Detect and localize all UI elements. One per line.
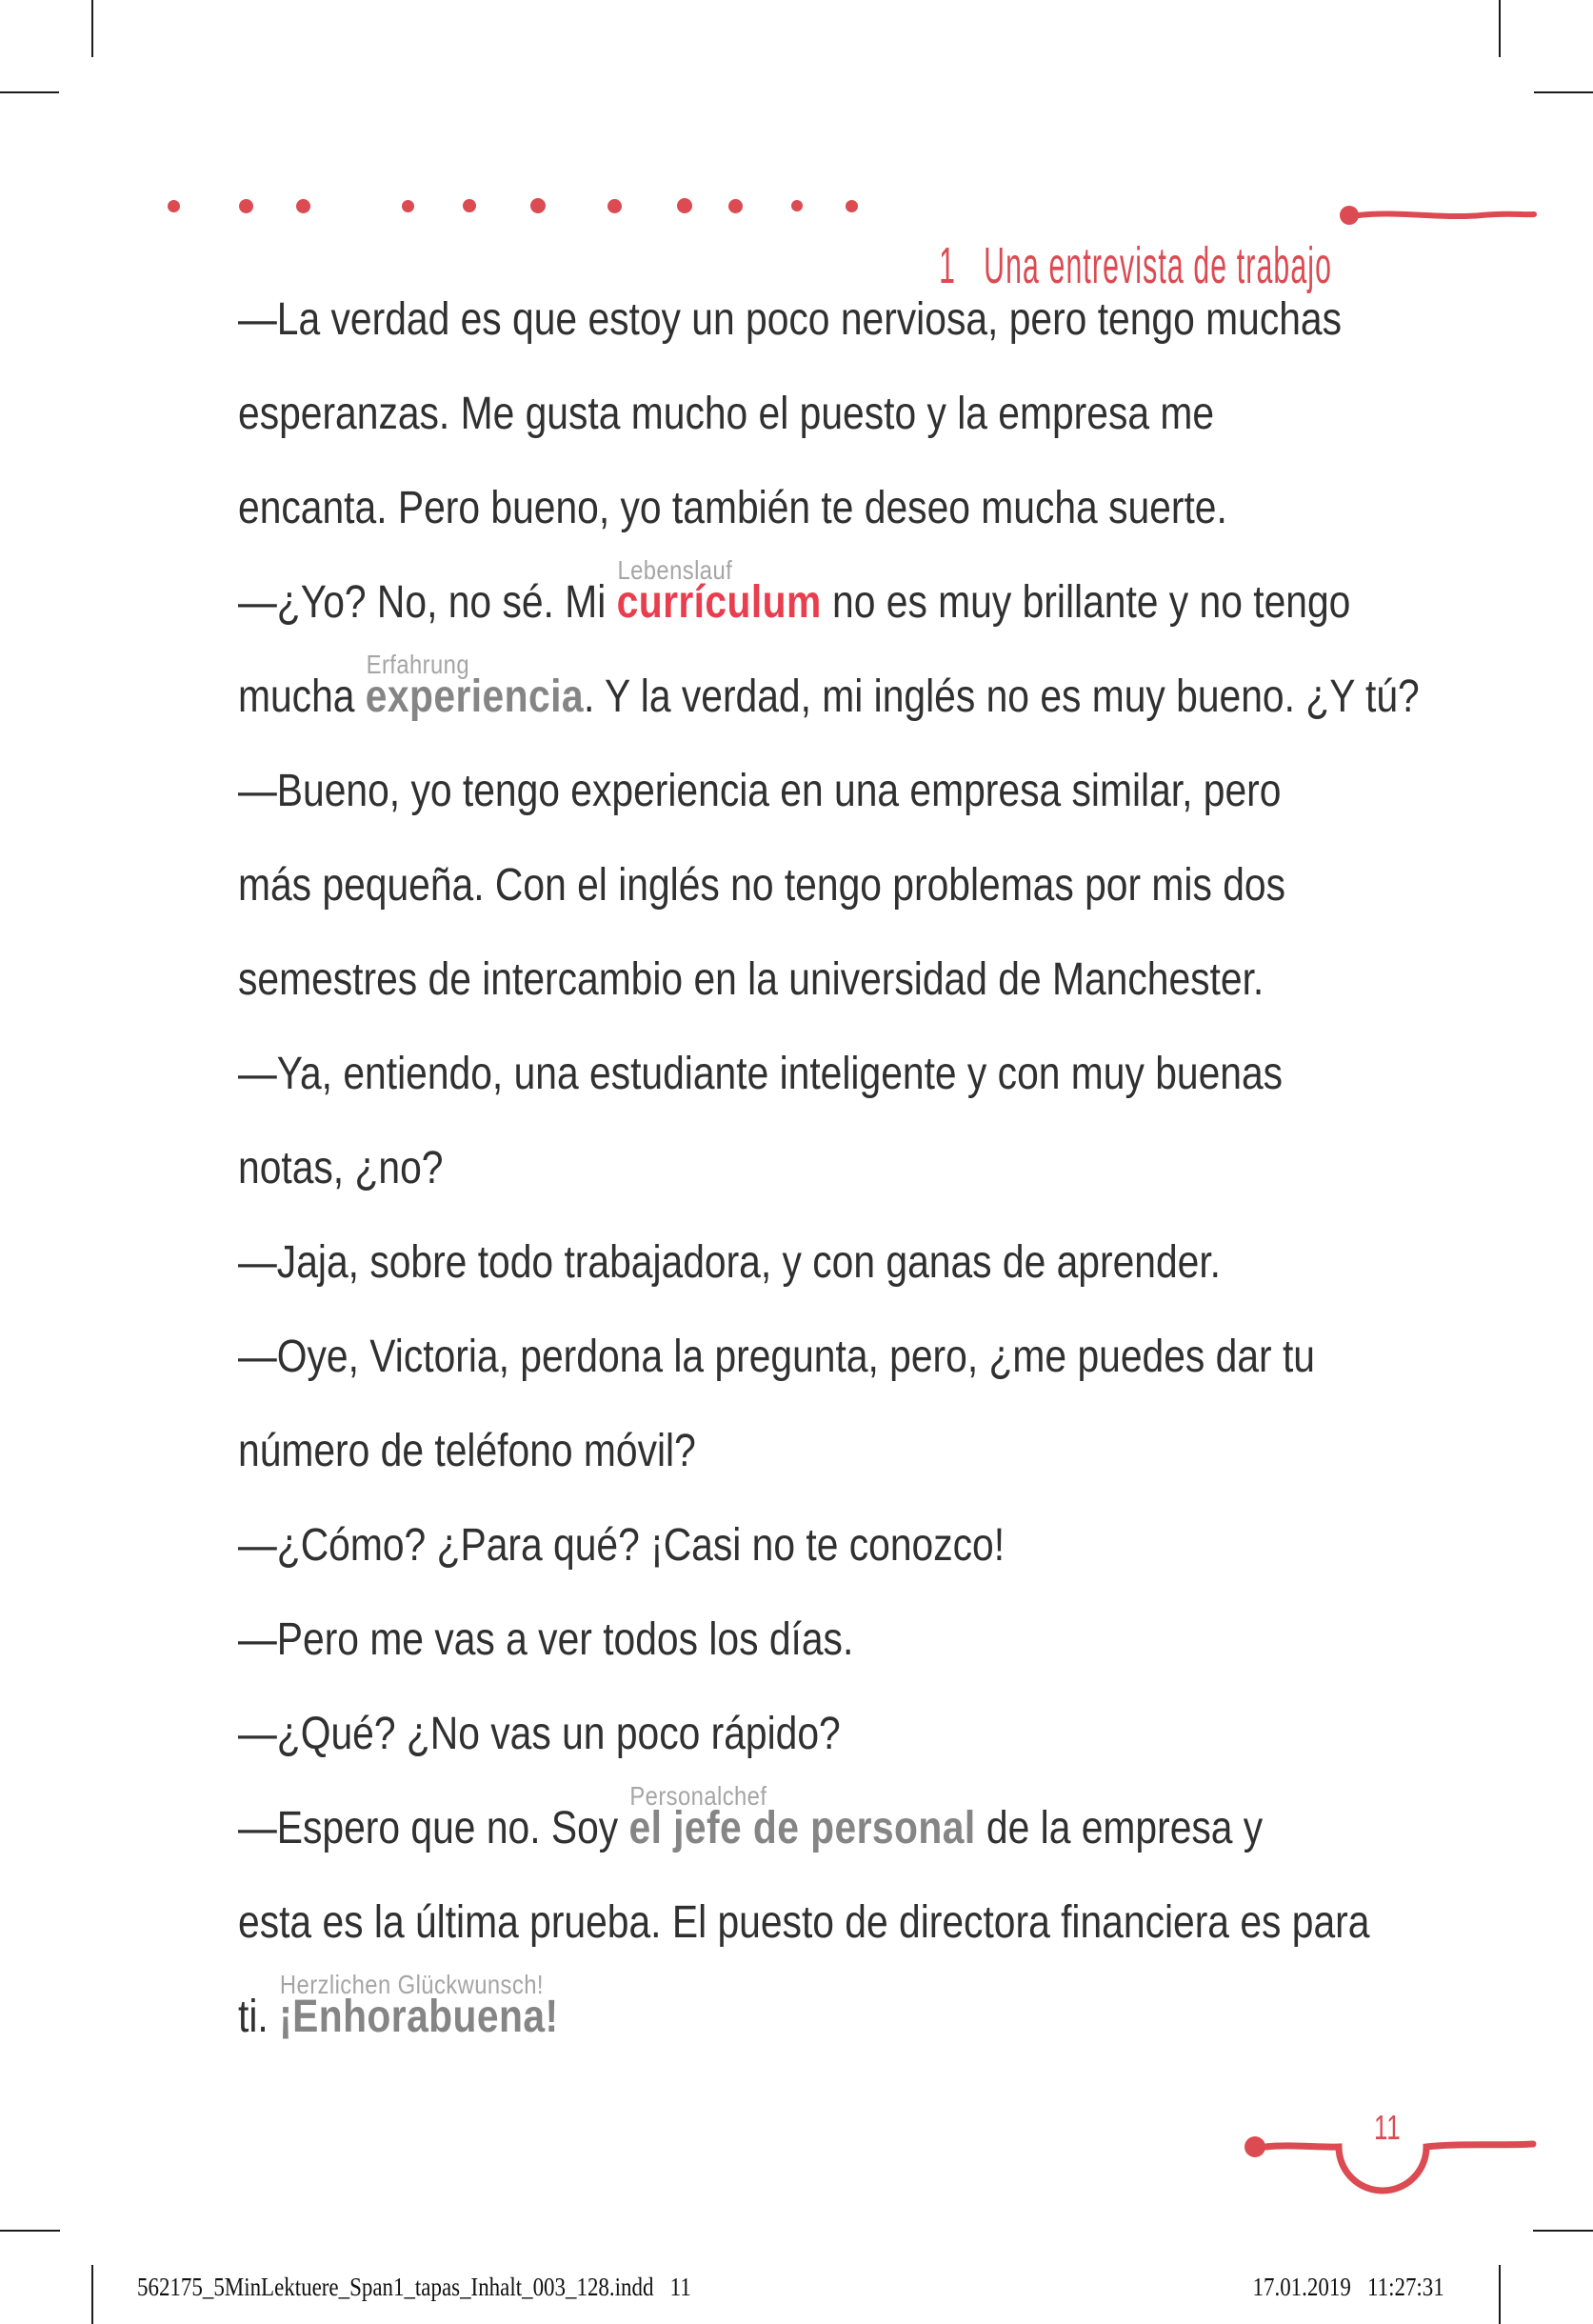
header-line-stroke [1359,213,1534,216]
text-line [238,650,1501,744]
text-line [238,1404,1501,1498]
text-line [238,1875,1501,1970]
header-dot [846,200,858,212]
text-segment: —Pero me vas a ver todos los días. [238,1614,854,1665]
text-segment: —Espero que no. Soy [238,1803,629,1853]
crop-mark [1534,91,1593,93]
dialogue-block [238,272,1593,2064]
text-line [238,367,1501,461]
crop-mark [1499,2265,1501,2324]
header-dot [239,199,253,213]
crop-mark [1499,0,1501,57]
imprint-datetime: 17.01.2019 11:27:31 [1252,2273,1444,2301]
text-segment: no es muy brillante y no tengo [821,577,1351,628]
text-line [238,1593,1501,1687]
text-segment: —Bueno, yo tengo experiencia en una empresa similar, pero [238,766,1282,816]
text-segment: —Jaja, sobre todo trabajadora, y con ganas de aprender. [238,1237,1222,1288]
text-line [238,461,1501,555]
text-line [238,1970,1501,2064]
header-dot [728,199,743,213]
text-segment: —Ya, entiendo, una estudiante inteligente y con muy buenas [238,1049,1284,1099]
text-line [238,838,1501,932]
crop-mark [91,2265,93,2324]
header-dot [607,199,622,213]
header-dot [530,198,546,213]
text-line [238,1215,1501,1310]
text-line [238,932,1501,1027]
text-line [238,1687,1501,1781]
crop-mark [0,91,59,93]
header-dot [791,200,803,211]
text-segment: encanta. Pero bueno, yo también te deseo mucha suerte. [238,483,1227,533]
chapter-title-text: Una entrevista de trabajo [984,237,1333,294]
chapter-number: 1 [939,237,957,294]
text-segment: ti. [238,1992,280,2042]
text-segment: . Y la verdad, mi inglés no es muy bueno. ¿Y tú? [584,671,1420,722]
text-segment: notas, ¿no? [238,1143,444,1193]
header-decorative-line [1333,195,1593,238]
header-dot [463,199,476,212]
text-segment: semestres de intercambio en la universidad de Manchester. [238,954,1264,1005]
text-segment: más pequeña. Con el inglés no tengo problemas por mis dos [238,860,1285,911]
text-line [238,1781,1501,1875]
vocab-annotation: Lebenslauf [617,555,733,585]
text-line [238,1498,1501,1593]
text-line [238,272,1501,367]
text-segment: —¿Cómo? ¿Para qué? ¡Casi no te conozco! [238,1520,1006,1571]
vocab-annotation: Herzlichen Glückwunsch! [279,1970,544,1999]
vocab-word: Herzlichen Glückwunsch! ¡Enhorabuena! [279,1970,559,2042]
text-segment: esta es la última prueba. El puesto de directora financiera es para [238,1897,1370,1948]
header-dot [168,200,180,212]
text-line [238,555,1501,650]
header-dot [296,199,310,213]
imprint-filename: 562175_5MinLektuere_Span1_tapas_Inhalt_003_128.indd 11 [137,2273,691,2301]
text-segment: esperanzas. Me gusta mucho el puesto y la empresa me [238,389,1215,439]
text-segment: de la empresa y [975,1803,1264,1853]
page-number-line-stroke [1265,2144,1533,2191]
text-segment: mucha [238,671,366,722]
text-segment: —¿Qué? ¿No vas un poco rápido? [238,1709,841,1759]
vocab-annotation: Erfahrung [366,650,469,679]
vocab-word: Personalchef el jefe de personal [628,1781,976,1853]
text-line [238,1121,1501,1215]
header-dot [677,198,692,213]
crop-mark [91,0,93,57]
crop-mark [0,2230,60,2232]
page-number: 11 [1374,2108,1402,2147]
vocab-word: Lebenslauf currículum [616,555,822,628]
vocab-word: Erfahrung experiencia [365,650,585,722]
vocab-annotation: Personalchef [629,1781,767,1811]
text-segment: —Oye, Victoria, perdona la pregunta, pero, ¿me puedes dar tu [238,1332,1315,1382]
text-line [238,1027,1501,1121]
text-segment: número de teléfono móvil? [238,1426,696,1476]
text-segment: —La verdad es que estoy un poco nerviosa, pero tengo muchas [238,294,1343,345]
header-dot [402,200,414,212]
text-line [238,744,1501,838]
crop-mark [1533,2230,1593,2232]
text-line [238,1310,1501,1404]
text-segment: —¿Yo? No, no sé. Mi [238,577,617,628]
